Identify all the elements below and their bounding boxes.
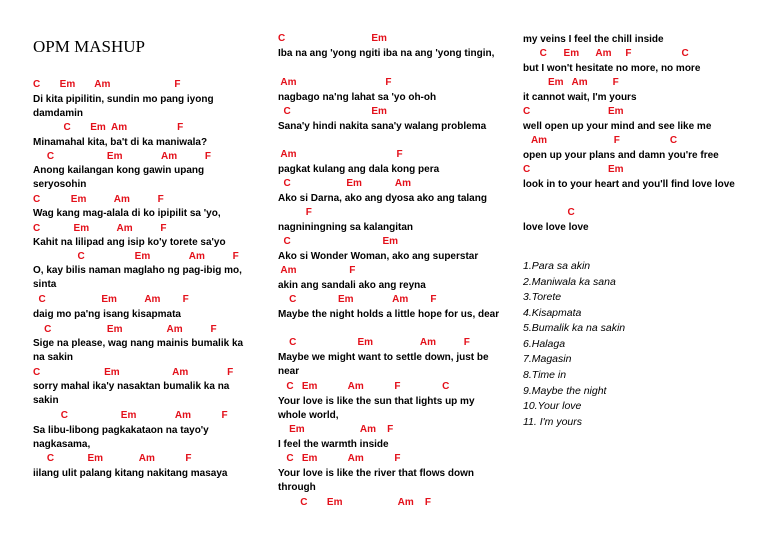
chord-line: C Em Am F C <box>523 48 689 59</box>
chord-line: Em Am F <box>523 77 619 88</box>
chord-line: Am F <box>278 265 356 276</box>
chord-line: Am F <box>278 77 392 88</box>
chord-line: C Em Am F C <box>278 381 450 392</box>
lyric-line: sorry mahal ika'y nasaktan bumalik ka na sakin <box>33 381 230 406</box>
song-list-item: 8.Time in <box>523 369 567 381</box>
lyric-line: akin ang sandali ako ang reyna <box>278 280 426 291</box>
chord-line: C Em Am F <box>278 497 431 508</box>
lyric-line: O, kay bilis naman maglaho ng pag-ibig mo, sinta <box>33 265 242 290</box>
lyric-line: love love love <box>523 222 589 233</box>
lyric-line: Maybe the night holds a little hope for us, dear <box>278 309 500 320</box>
lyric-line: open up your plans and damn you're free <box>523 150 719 161</box>
chord-line: C Em Am F <box>33 223 167 234</box>
chord-line: C Em Am F <box>33 453 192 464</box>
chord-line: C <box>523 207 575 218</box>
lyric-line: Ako si Wonder Woman, ako ang superstar <box>278 251 479 262</box>
song-list-item: 3.Torete <box>523 291 562 303</box>
lyric-line: Sige na please, wag nang mainis bumalik ka na sakin <box>33 338 244 363</box>
lyric-line: well open up your mind and see like me <box>523 121 712 132</box>
song-list-item: 7.Magasin <box>523 353 572 365</box>
song-list-item: 2.Maniwala ka sana <box>523 276 616 288</box>
lyric-line: Your love is like the river that flows down through <box>278 468 474 493</box>
lyric-line: daig mo pa'ng isang kisapmata <box>33 309 181 320</box>
chord-line: Am F C <box>523 135 678 146</box>
chord-line: C Em <box>278 33 387 44</box>
chord-line: C Em Am F <box>33 324 217 335</box>
chord-line: C Em <box>523 164 624 175</box>
chord-line: F <box>278 207 312 218</box>
chord-line: C Em <box>278 106 387 117</box>
chord-line: C Em Am F <box>33 294 189 305</box>
chord-line: C Em <box>278 236 399 247</box>
lyric-line: Kahit na lilipad ang isip ko'y torete sa'yo <box>33 237 226 248</box>
song-list-item: 4.Kisapmata <box>523 307 582 319</box>
lyric-line: Minamahal kita, ba't di ka maniwala? <box>33 137 208 148</box>
song-list-item: 10.Your love <box>523 400 582 412</box>
chord-line: C Em Am F <box>33 194 164 205</box>
lyric-line: Sana'y hindi nakita sana'y walang problema <box>278 121 487 132</box>
lyric-line: Anong kailangan kong gawin upang seryosohin <box>33 165 205 190</box>
lyric-line: my veins I feel the chill inside <box>523 34 664 45</box>
chord-line: C Em Am F <box>33 367 234 378</box>
lyric-line: Wag kang mag-alala di ko ipipilit sa 'yo, <box>33 208 221 219</box>
lyric-line: Sa libu-libong pagkakataon na tayo'y nagkasama, <box>33 425 209 450</box>
song-list-item: 1.Para sa akin <box>523 260 591 272</box>
lyric-line: look in to your heart and you'll find love love <box>523 179 735 190</box>
chord-line: C Em Am F <box>33 251 239 262</box>
lyric-line: Ako si Darna, ako ang dyosa ako ang talang <box>278 193 487 204</box>
chord-line: C Em Am F <box>278 337 470 348</box>
lyric-line: Maybe we might want to settle down, just be near <box>278 352 489 377</box>
song-list-item: 6.Halaga <box>523 338 566 350</box>
page-title: OPM MASHUP <box>33 37 145 56</box>
chord-line: C Em Am <box>278 178 411 189</box>
lyric-line: nagniningning sa kalangitan <box>278 222 414 233</box>
lyric-line: Iba na ang 'yong ngiti iba na ang 'yong tingin, <box>278 48 495 59</box>
lyric-line: Di kita pipilitin, sundin mo pang iyong damdamin <box>33 94 214 119</box>
lyric-line: nagbago na'ng lahat sa 'yo oh-oh <box>278 92 437 103</box>
lyric-line: iilang ulit palang kitang nakitang masaya <box>33 468 228 479</box>
chord-line: C Em Am F <box>278 294 437 305</box>
chord-line: C Em Am F <box>278 453 401 464</box>
lyric-line: but I won't hesitate no more, no more <box>523 63 701 74</box>
chord-line: Am F <box>278 149 403 160</box>
lyric-line: it cannot wait, I'm yours <box>523 92 637 103</box>
lyric-line: pagkat kulang ang dala kong pera <box>278 164 440 175</box>
song-list-item: 11. I'm yours <box>523 416 582 428</box>
chord-line: C Em <box>523 106 624 117</box>
lyric-line: I feel the warmth inside <box>278 439 389 450</box>
lyric-line: Your love is like the sun that lights up my whole world, <box>278 396 475 421</box>
chord-line: C Em Am F <box>33 79 181 90</box>
chord-line: C Em Am F <box>33 122 184 133</box>
chord-line: C Em Am F <box>33 410 228 421</box>
song-list-item: 9.Maybe the night <box>523 385 607 397</box>
chord-line: C Em Am F <box>33 151 211 162</box>
chord-line: Em Am F <box>278 424 394 435</box>
song-list-item: 5.Bumalik ka na sakin <box>523 322 626 334</box>
